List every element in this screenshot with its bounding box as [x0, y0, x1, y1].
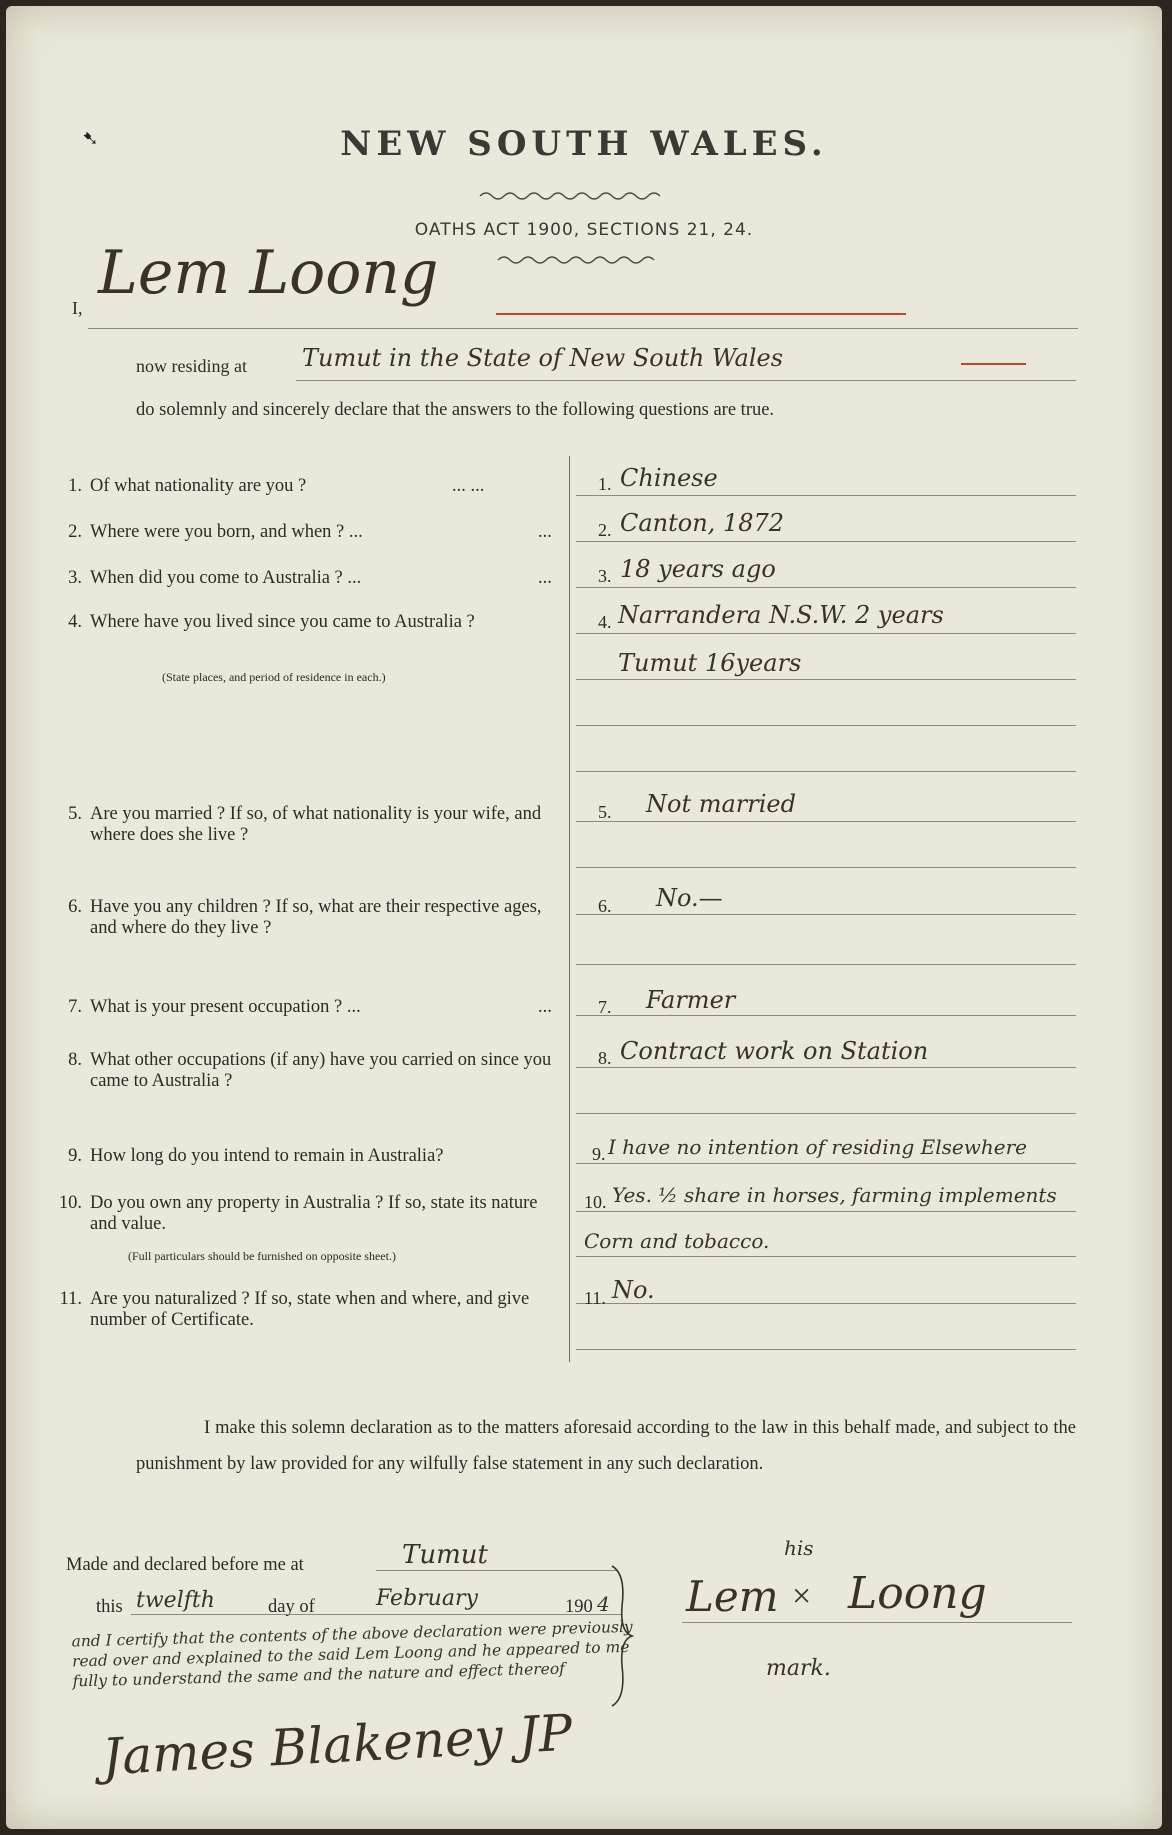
month-value: February [376, 1586, 478, 1611]
made-declared-label: Made and declared before me at [66, 1555, 304, 1575]
question-2: 2. Where were you born, and when ? ... ... [68, 522, 552, 542]
answer-line [576, 1349, 1076, 1350]
question-5: 5. Are you married ? If so, of what nationality is your wife, and where does she live ? [68, 804, 542, 845]
answer-line [576, 541, 1076, 542]
answer-6: No.— [656, 884, 723, 912]
answer-10: Yes. ½ share in horses, farming implements [612, 1183, 1057, 1207]
year-prefix: 190 [565, 1597, 593, 1617]
question-3: 3. When did you come to Australia ? ... ... [68, 568, 552, 588]
question-4-note: (State places, and period of residence in each.) [162, 670, 386, 684]
answer-2: Canton, 1872 [620, 509, 785, 537]
justice-signature: James Blakeney JP [100, 1703, 574, 1787]
ornament-squiggle-top [478, 190, 668, 202]
ornament-squiggle-bottom [496, 254, 656, 266]
question-8: 8. What other occupations (if any) have you carried on since you came to Australia ? [68, 1050, 552, 1091]
signature-underline [682, 1622, 1072, 1623]
brace [606, 1562, 636, 1712]
day-value: twelfth [136, 1588, 215, 1613]
declaration-statement: do solemnly and sincerely declare that the answers to the following questions are true. [136, 400, 775, 420]
i-label: I, [72, 298, 83, 318]
signature-mark-cross: × [792, 1578, 812, 1615]
certification-note: and I certify that the contents of the above declaration were previously read over and explained to the said Lem Loong and he appeared to me fully to understand the same and the nature and effect thereof [71, 1617, 633, 1691]
made-place: Tumut [402, 1540, 488, 1570]
signature-last-name: Loong [848, 1568, 987, 1619]
answer-1-num: 1. [598, 474, 612, 494]
answer-line [576, 1163, 1076, 1164]
residence-underline [296, 380, 1076, 381]
answer-line [576, 633, 1076, 634]
answer-1: Chinese [620, 464, 718, 492]
corner-mark: ➷ [82, 128, 99, 150]
answer-line [576, 1113, 1076, 1114]
name-underline [88, 328, 1078, 329]
red-rule-1 [496, 313, 906, 315]
answer-line [576, 725, 1076, 726]
page-title: NEW SOUTH WALES. [340, 124, 828, 164]
answer-line [576, 495, 1076, 496]
answer-4-line2: Tumut 16years [618, 649, 802, 677]
question-11: 11. Are you naturalized ? If so, state when and where, and give number of Certificate. [59, 1289, 530, 1330]
answer-6-num: 6. [598, 896, 612, 916]
answer-3: 18 years ago [620, 555, 776, 583]
question-10: 10. Do you own any property in Australia ? If so, state its nature and value. [58, 1193, 538, 1234]
answer-3-num: 3. [598, 566, 612, 586]
answer-line [576, 821, 1076, 822]
solemn-declaration: I make this solemn declaration as to the matters aforesaid according to the law in this behalf made, and subject to the punishment by law provided for any wilfully false statement in any such declaration. [136, 1418, 1076, 1474]
answer-line [576, 1256, 1076, 1257]
answer-line [576, 771, 1076, 772]
answer-8-num: 8. [598, 1048, 612, 1068]
answer-10-line2: Corn and tobacco. [584, 1229, 770, 1253]
question-7: 7. What is your present occupation ? ... ... [68, 997, 552, 1017]
answer-11: No. [612, 1276, 655, 1304]
answer-2-num: 2. [598, 520, 612, 540]
answer-line [576, 587, 1076, 588]
answer-line [576, 867, 1076, 868]
answer-line [576, 1015, 1076, 1016]
question-1: 1. Of what nationality are you ? ... ... [68, 476, 485, 496]
answer-5: Not married [646, 790, 796, 818]
answer-9: I have no intention of residing Elsewhere [608, 1135, 1028, 1159]
day-of-label: day of [268, 1597, 315, 1617]
answer-4: Narrandera N.S.W. 2 years [618, 601, 944, 629]
question-6: 6. Have you any children ? If so, what are their respective ages, and where do they live ? [68, 897, 542, 938]
answer-11-num: 11. [584, 1288, 606, 1308]
signature-his: his [784, 1536, 814, 1560]
answer-8: Contract work on Station [620, 1037, 929, 1065]
answer-7: Farmer [646, 986, 736, 1014]
question-10-note: (Full particulars should be furnished on opposite sheet.) [128, 1249, 396, 1263]
answer-9-num: 9. [592, 1144, 606, 1164]
answer-line [576, 679, 1076, 680]
answer-10-num: 10. [584, 1192, 607, 1212]
date-underline [131, 1614, 621, 1615]
act-subtitle: OATHS ACT 1900, SECTIONS 21, 24. [414, 220, 754, 240]
question-9: 9. How long do you intend to remain in Australia? [68, 1146, 444, 1166]
this-label: this [96, 1597, 123, 1617]
question-4: 4. Where have you lived since you came to Australia ? [68, 612, 475, 632]
signature-mark-label: mark. [766, 1656, 831, 1681]
answer-5-num: 5. [598, 802, 612, 822]
residing-label: now residing at [136, 356, 247, 376]
answer-line [576, 964, 1076, 965]
year-suffix: 4 [597, 1592, 610, 1616]
residence-value: Tumut in the State of New South Wales [302, 344, 784, 372]
answer-line [576, 1211, 1076, 1212]
answer-4-num: 4. [598, 612, 612, 632]
declaration-sheet [6, 6, 1162, 1829]
place-underline [376, 1570, 616, 1571]
answer-7-num: 7. [598, 997, 612, 1017]
answer-line [576, 1067, 1076, 1068]
answer-line [576, 914, 1076, 915]
declarant-name: Lem Loong [98, 238, 439, 308]
signature-first-name: Lem [686, 1572, 779, 1621]
red-rule-2 [961, 363, 1026, 365]
